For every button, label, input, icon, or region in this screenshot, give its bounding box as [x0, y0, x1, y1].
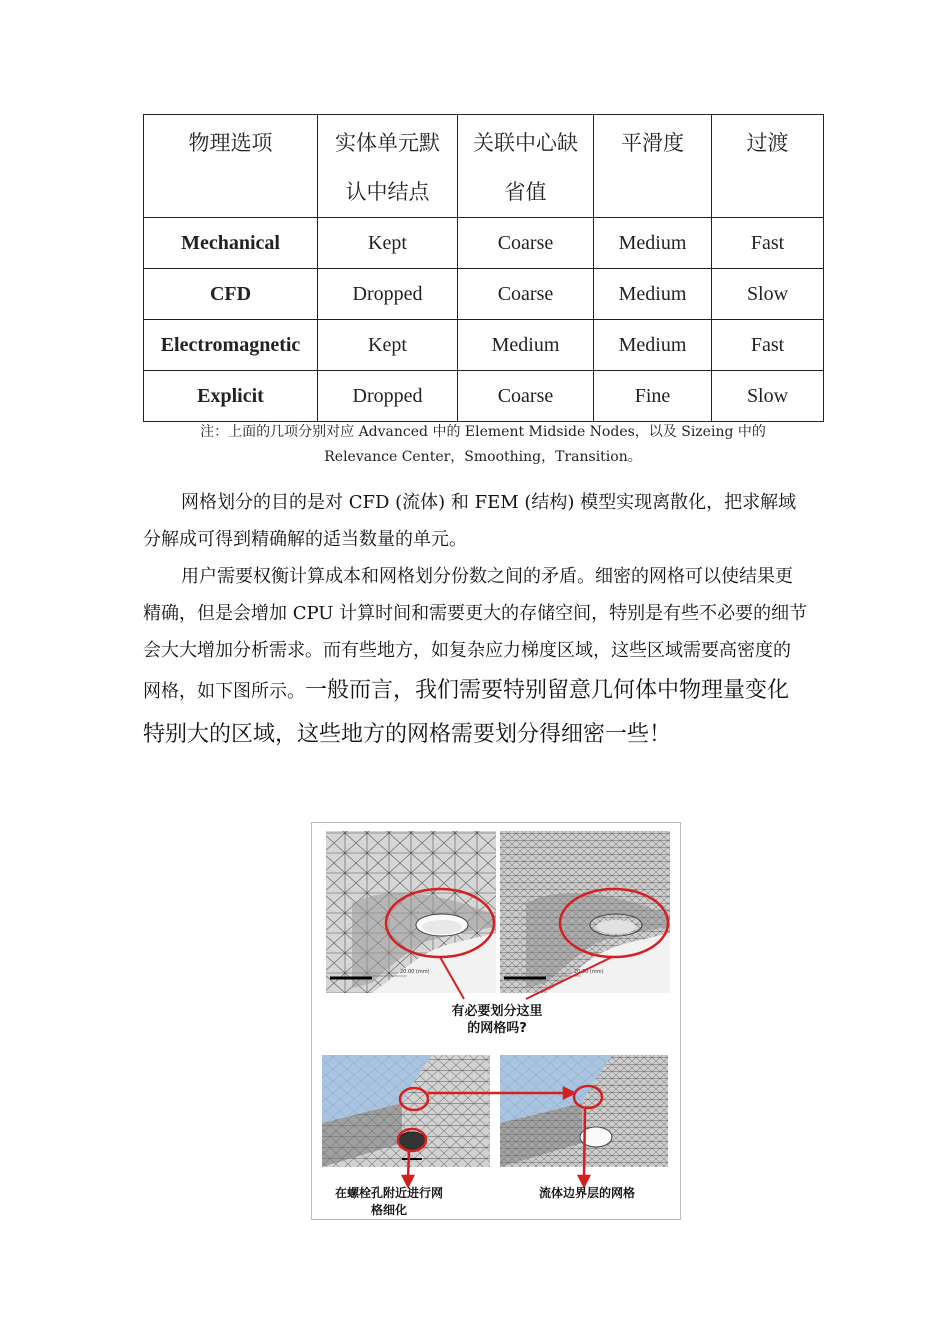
note-line-2: Relevance Center，Smoothing，Transition。 — [324, 449, 642, 465]
table-cell: Kept — [318, 320, 458, 371]
fine-mesh-panel — [500, 831, 670, 993]
table-cell: Medium — [594, 218, 712, 269]
caption-question — [432, 1003, 562, 1037]
table-cell: Coarse — [458, 371, 594, 422]
table-row — [144, 218, 824, 269]
coarse-mesh-panel — [326, 831, 496, 993]
table-note — [143, 420, 823, 470]
table-cell: Coarse — [458, 269, 594, 320]
row-label: Electromagnetic — [144, 320, 318, 371]
table-cell: Fast — [712, 320, 824, 371]
scale-label-right: 20.00 (mm) — [574, 969, 604, 975]
table-cell: Kept — [318, 218, 458, 269]
header-cell-physics: 物理选项 — [144, 115, 318, 218]
row-label: Mechanical — [144, 218, 318, 269]
caption-question-line-1: 有必要划分这里 — [451, 1004, 543, 1019]
mesh-settings-table — [143, 114, 824, 422]
table-cell: Slow — [712, 371, 824, 422]
caption-bolt-hole-line-2: 格细化 — [370, 1203, 407, 1217]
paragraph-emphasis-text: 一般而言，我们需要特别留意几何体中物理量变化特别大的区域，这些地方的网格需要划分得细密一些！ — [143, 678, 790, 747]
header-cell-relevance-center: 关联中心缺 省值 — [458, 115, 594, 218]
caption-bolt-hole — [314, 1185, 464, 1219]
caption-question-line-2: 的网格吗? — [467, 1021, 527, 1036]
table-cell: Dropped — [318, 371, 458, 422]
table-cell: Slow — [712, 269, 824, 320]
table-cell: Medium — [594, 320, 712, 371]
scale-label-left: 20.00 (mm) — [400, 969, 430, 975]
paragraph-tradeoff-text: 用户需要权衡计算成本和网格划分份数之间的矛盾。细密的网格可以使结果更精确，但是会增加 CPU 计算时间和需要更大的存储空间，特别是有些不必要的细节会大大增加分析需求。而有些地方，如复杂应力梯度区域，这些区域需要高密度的网格，如下图所示。 — [143, 566, 808, 702]
header-cell-transition: 过渡 — [712, 115, 824, 218]
table-row — [144, 320, 824, 371]
bolt-hole-refinement-panel — [322, 1055, 490, 1167]
table-cell: Medium — [458, 320, 594, 371]
row-label: Explicit — [144, 371, 318, 422]
table-header-row — [144, 115, 824, 218]
row-label: CFD — [144, 269, 318, 320]
mesh-refinement-figure — [311, 822, 681, 1220]
table-cell: Coarse — [458, 218, 594, 269]
paragraph-purpose: 网格划分的目的是对 CFD (流体) 和 FEM (结构) 模型实现离散化，把求解域分解成可得到精确解的适当数量的单元。 — [143, 492, 797, 550]
table-cell: Fast — [712, 218, 824, 269]
note-line-1: 注：上面的几项分别对应 Advanced 中的 Element Midside Nodes，以及 Sizeing 中的 — [200, 424, 766, 440]
table-cell: Fine — [594, 371, 712, 422]
caption-bolt-hole-line-1: 在螺栓孔附近进行网 — [334, 1186, 443, 1200]
header-cell-smoothing: 平滑度 — [594, 115, 712, 218]
table-cell: Medium — [594, 269, 712, 320]
caption-boundary-layer: 流体边界层的网格 — [538, 1186, 635, 1200]
table-cell: Dropped — [318, 269, 458, 320]
table-row — [144, 269, 824, 320]
header-cell-midside-nodes: 实体单元默 认中结点 — [318, 115, 458, 218]
paragraph-tradeoff — [143, 558, 808, 757]
table-row — [144, 371, 824, 422]
